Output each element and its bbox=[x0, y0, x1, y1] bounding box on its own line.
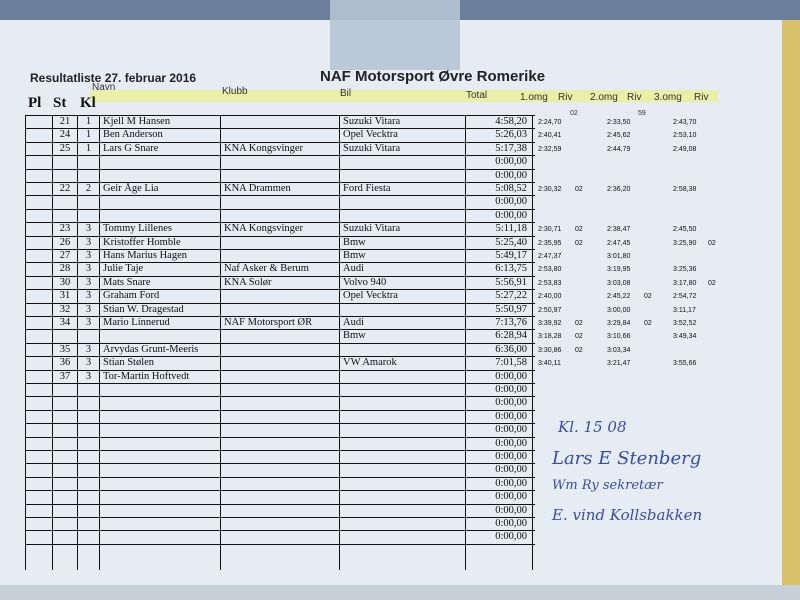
cell-kl: 1 bbox=[85, 142, 92, 154]
cell-kl: 3 bbox=[85, 250, 92, 261]
cell-total: 5:50,97 bbox=[495, 303, 527, 315]
cell-klubb: KNA Kongsvinger bbox=[224, 223, 304, 235]
split-o2: 3:03,34 bbox=[607, 346, 631, 354]
header-riv3: Riv bbox=[694, 92, 709, 103]
split-o1: 3:30,86 bbox=[538, 346, 562, 354]
cell-kl: 3 bbox=[85, 263, 92, 275]
split-o3: 3:49,34 bbox=[673, 333, 697, 341]
split-r1: 02 bbox=[575, 333, 583, 341]
split-row bbox=[530, 374, 780, 387]
split-o3: 2:53,10 bbox=[673, 132, 697, 140]
table-row bbox=[25, 290, 535, 303]
split-row bbox=[530, 400, 780, 413]
cell-bil: Suzuki Vitara bbox=[343, 142, 401, 154]
split-o1: 2:53,83 bbox=[538, 279, 562, 287]
split-o3: 2:43,70 bbox=[673, 119, 697, 126]
cell-bil: VW Amarok bbox=[343, 357, 397, 369]
split-row bbox=[530, 280, 780, 293]
cell-name: Stian W. Dragestad bbox=[103, 303, 184, 315]
cell-name: Hans Marius Hagen bbox=[103, 250, 187, 261]
handwritten-name: E. vind Kollsbakken bbox=[552, 506, 703, 524]
cell-st: 23 bbox=[59, 223, 71, 235]
split-row bbox=[530, 186, 780, 199]
split-o3: 2:49,08 bbox=[673, 145, 697, 153]
cell-klubb: KNA Kongsvinger bbox=[224, 142, 304, 154]
cell-st: 26 bbox=[59, 236, 71, 248]
cell-bil: Ford Fiesta bbox=[343, 183, 391, 194]
table-row bbox=[25, 371, 535, 384]
cell-st: 37 bbox=[59, 370, 71, 382]
tape-strip bbox=[330, 0, 460, 70]
cell-st: 30 bbox=[59, 276, 71, 288]
table-row bbox=[25, 263, 535, 276]
cell-st: 22 bbox=[59, 183, 71, 194]
split-o2: 2:44,79 bbox=[607, 145, 631, 153]
split-o2: 3:10,66 bbox=[607, 333, 631, 341]
cell-total: 0:00,00 bbox=[495, 209, 527, 221]
split-row bbox=[530, 293, 780, 306]
split-o2: 3:21,47 bbox=[607, 360, 631, 368]
cell-total: 0:00,00 bbox=[495, 410, 527, 422]
table-row bbox=[25, 357, 535, 370]
split-r3: 02 bbox=[708, 279, 716, 287]
split-o1: 2:30,71 bbox=[538, 226, 562, 234]
header-navn: Navn bbox=[92, 82, 116, 93]
split-o1: 2:24,70 bbox=[538, 119, 562, 126]
split-row bbox=[530, 360, 780, 373]
cell-bil: Suzuki Vitara bbox=[343, 223, 401, 235]
cell-total: 0:00,00 bbox=[495, 196, 527, 208]
cell-name: Geir Åge Lia bbox=[103, 183, 159, 194]
header-riv1: Riv bbox=[558, 92, 573, 103]
split-row bbox=[530, 132, 780, 145]
table-row bbox=[25, 196, 535, 209]
split-o3: 3:11,17 bbox=[673, 306, 696, 314]
cell-name: Graham Ford bbox=[103, 290, 160, 302]
cell-name: Kristoffer Homble bbox=[103, 236, 181, 248]
cell-bil: Volvo 940 bbox=[343, 276, 387, 288]
table-row bbox=[25, 170, 535, 183]
split-o1: 2:30,32 bbox=[538, 186, 562, 193]
split-row bbox=[530, 534, 780, 547]
cell-bil: Bmw bbox=[343, 330, 366, 342]
table-row bbox=[25, 116, 535, 129]
cell-kl: 3 bbox=[85, 223, 92, 235]
cell-st: 24 bbox=[59, 129, 71, 141]
cell-kl: 3 bbox=[85, 357, 92, 369]
split-row bbox=[530, 347, 780, 360]
table-row bbox=[25, 237, 535, 250]
cell-total: 0:00,00 bbox=[495, 504, 527, 516]
cell-st: 32 bbox=[59, 303, 71, 315]
table-row bbox=[25, 344, 535, 357]
cell-total: 0:00,00 bbox=[495, 451, 527, 462]
table-row bbox=[25, 491, 535, 504]
split-o1: 3:18,28 bbox=[538, 333, 562, 341]
cell-total: 0:00,00 bbox=[495, 156, 527, 168]
pre-riv-1: 02 bbox=[570, 110, 578, 117]
split-o2: 2:36,20 bbox=[607, 186, 631, 193]
split-row bbox=[530, 387, 780, 400]
cell-st: 35 bbox=[59, 343, 71, 355]
split-o3: 3:25,36 bbox=[673, 266, 697, 274]
split-o1: 2:47,37 bbox=[538, 253, 562, 260]
table-row bbox=[25, 210, 535, 223]
cell-name: Arvydas Grunt-Meeris bbox=[103, 343, 199, 355]
cell-total: 0:00,00 bbox=[495, 424, 527, 436]
cell-total: 0:00,00 bbox=[495, 437, 527, 449]
cell-total: 4:58,20 bbox=[495, 116, 527, 127]
table-row bbox=[25, 424, 535, 437]
cell-st: 21 bbox=[59, 116, 71, 127]
table-row bbox=[25, 438, 535, 451]
cell-total: 5:26,03 bbox=[495, 129, 527, 141]
split-o2: 2:33,50 bbox=[607, 119, 631, 126]
split-o2: 3:29,84 bbox=[607, 320, 631, 327]
cell-bil: Audi bbox=[343, 317, 364, 328]
cell-kl: 3 bbox=[85, 370, 92, 382]
split-o3: 2:45,50 bbox=[673, 226, 697, 234]
split-row bbox=[530, 159, 780, 172]
header-omg2: 2.omg bbox=[590, 92, 618, 103]
split-o1: 2:50,97 bbox=[538, 306, 562, 314]
cell-klubb: Naf Asker & Berum bbox=[224, 263, 309, 275]
split-r2: 02 bbox=[644, 293, 652, 301]
board-edge bbox=[782, 20, 800, 600]
header-bar bbox=[90, 90, 718, 102]
cell-name: Tommy Lillenes bbox=[103, 223, 172, 235]
split-o1: 2:53,80 bbox=[538, 266, 562, 274]
table-row bbox=[25, 478, 535, 491]
split-r2: 02 bbox=[644, 320, 652, 327]
split-o1: 2:40,00 bbox=[538, 293, 562, 301]
split-row bbox=[530, 266, 780, 279]
cell-kl: 3 bbox=[85, 343, 92, 355]
cell-st: 27 bbox=[59, 250, 71, 261]
header-omg1: 1.omg bbox=[520, 92, 548, 103]
cell-total: 5:11,18 bbox=[495, 223, 527, 235]
cell-name: Mario Linnerud bbox=[103, 317, 170, 328]
cell-bil: Suzuki Vitara bbox=[343, 116, 401, 127]
cell-total: 0:00,00 bbox=[495, 384, 527, 395]
split-r1: 02 bbox=[575, 186, 583, 193]
split-row bbox=[530, 173, 780, 186]
cell-total: 0:00,00 bbox=[495, 169, 527, 181]
cell-name: Julie Taje bbox=[103, 263, 144, 275]
table-row bbox=[25, 277, 535, 290]
table-row bbox=[25, 250, 535, 263]
results-title: Resultatliste 27. februar 2016 bbox=[30, 71, 197, 85]
table-row bbox=[25, 183, 535, 196]
table-row bbox=[25, 397, 535, 410]
split-row bbox=[530, 307, 780, 320]
split-o1: 2:32,59 bbox=[538, 145, 562, 153]
cell-klubb: KNA Drammen bbox=[224, 183, 291, 194]
split-row bbox=[530, 240, 780, 253]
cell-total: 5:27,22 bbox=[495, 290, 527, 302]
split-row bbox=[530, 253, 780, 266]
split-o2: 3:00,00 bbox=[607, 306, 631, 314]
table-row bbox=[25, 464, 535, 477]
split-row bbox=[530, 146, 780, 159]
cell-total: 6:36,00 bbox=[495, 343, 527, 355]
cell-name: Mats Snare bbox=[103, 276, 151, 288]
split-row bbox=[530, 199, 780, 212]
table-row bbox=[25, 518, 535, 531]
split-row bbox=[530, 213, 780, 226]
header-total: Total bbox=[466, 90, 488, 101]
split-o3: 3:17,80 bbox=[673, 279, 697, 287]
split-o3: 2:54,72 bbox=[673, 293, 697, 301]
table-row bbox=[25, 505, 535, 518]
split-o3: 2:58,38 bbox=[673, 186, 697, 193]
table-row bbox=[25, 317, 535, 330]
cell-kl: 3 bbox=[85, 317, 92, 328]
split-o1: 3:40,11 bbox=[538, 360, 561, 368]
split-o1: 2:35,95 bbox=[538, 239, 562, 247]
split-o3: 3:52,52 bbox=[673, 320, 697, 327]
cell-total: 5:17,38 bbox=[495, 142, 527, 154]
cell-total: 0:00,00 bbox=[495, 477, 527, 489]
cell-kl: 1 bbox=[85, 116, 92, 127]
split-o2: 2:45,62 bbox=[607, 132, 631, 140]
cell-st: 25 bbox=[59, 142, 71, 154]
split-row bbox=[530, 320, 780, 333]
cell-bil: Bmw bbox=[343, 236, 366, 248]
split-o2: 2:45,22 bbox=[607, 293, 631, 301]
table-row bbox=[25, 156, 535, 169]
results-table bbox=[25, 115, 535, 575]
split-o1: 3:39,92 bbox=[538, 320, 562, 327]
table-row bbox=[25, 531, 535, 544]
split-row bbox=[530, 119, 780, 132]
cell-kl: 2 bbox=[85, 183, 92, 194]
cell-total: 6:28,94 bbox=[495, 330, 527, 342]
cell-kl: 3 bbox=[85, 290, 92, 302]
cell-bil: Opel Vecktra bbox=[343, 129, 398, 141]
cell-total: 5:49,17 bbox=[495, 250, 527, 261]
header-riv2: Riv bbox=[627, 92, 642, 103]
split-o3: 3:25,90 bbox=[673, 239, 697, 247]
cell-name: Stian Stølen bbox=[103, 357, 155, 369]
table-row bbox=[25, 451, 535, 464]
cell-total: 5:08,52 bbox=[495, 183, 527, 194]
cell-total: 7:01,58 bbox=[495, 357, 527, 369]
cell-total: 7:13,76 bbox=[495, 317, 527, 328]
header-pl: Pl bbox=[28, 95, 42, 111]
split-o1: 2:40,41 bbox=[538, 132, 562, 140]
split-r1: 02 bbox=[575, 346, 583, 354]
cell-name: Lars G Snare bbox=[103, 142, 159, 154]
split-o2: 2:47,45 bbox=[607, 239, 631, 247]
table-row bbox=[25, 330, 535, 343]
handwritten-time: Kl. 15 08 bbox=[558, 418, 627, 436]
cell-klubb: NAF Motorsport ØR bbox=[224, 317, 313, 328]
cell-total: 0:00,00 bbox=[495, 370, 527, 382]
cell-klubb: KNA Solør bbox=[224, 276, 272, 288]
cell-total: 0:00,00 bbox=[495, 491, 527, 503]
pre-riv-2: 59 bbox=[638, 110, 646, 117]
table-row bbox=[25, 411, 535, 424]
header-kl: Kl bbox=[80, 95, 96, 111]
cell-kl: 3 bbox=[85, 236, 92, 248]
cell-kl: 1 bbox=[85, 129, 92, 141]
table-row bbox=[25, 384, 535, 397]
split-o2: 3:03,08 bbox=[607, 279, 631, 287]
cell-total: 5:25,40 bbox=[495, 236, 527, 248]
cell-total: 0:00,00 bbox=[495, 531, 527, 543]
table-row bbox=[25, 143, 535, 156]
handwritten-signature: Lars E Stenberg bbox=[552, 448, 702, 469]
split-row bbox=[530, 226, 780, 239]
cell-name: Ben Anderson bbox=[103, 129, 163, 141]
cell-kl: 3 bbox=[85, 276, 92, 288]
cell-bil: Opel Vecktra bbox=[343, 290, 398, 302]
header-st: St bbox=[53, 95, 67, 111]
cell-total: 6:13,75 bbox=[495, 263, 527, 275]
split-o2: 3:01,80 bbox=[607, 253, 631, 260]
cell-total: 0:00,00 bbox=[495, 464, 527, 476]
split-r1: 02 bbox=[575, 320, 583, 327]
cell-bil: Bmw bbox=[343, 250, 366, 261]
cell-st: 31 bbox=[59, 290, 71, 302]
split-r1: 02 bbox=[575, 239, 583, 247]
cell-total: 0:00,00 bbox=[495, 397, 527, 409]
header-bil: Bil bbox=[340, 88, 352, 99]
table-row bbox=[25, 129, 535, 142]
table-row bbox=[25, 304, 535, 317]
cell-bil: Audi bbox=[343, 263, 364, 275]
splits-area bbox=[530, 115, 780, 375]
header-omg3: 3.omg bbox=[654, 92, 682, 103]
split-o2: 3:19,95 bbox=[607, 266, 631, 274]
split-o3: 3:55,66 bbox=[673, 360, 697, 368]
cell-st: 34 bbox=[59, 317, 71, 328]
cell-total: 0:00,00 bbox=[495, 518, 527, 529]
table-row bbox=[25, 223, 535, 236]
handwritten-role: Wm Ry sekretær bbox=[552, 478, 663, 493]
cell-st: 36 bbox=[59, 357, 71, 369]
split-row bbox=[530, 333, 780, 346]
split-r3: 02 bbox=[708, 239, 716, 247]
club-title: NAF Motorsport Øvre Romerike bbox=[320, 68, 546, 85]
sheet-bottom-edge bbox=[0, 585, 800, 600]
cell-st: 28 bbox=[59, 263, 71, 275]
header-klubb: Klubb bbox=[222, 86, 248, 97]
split-r1: 02 bbox=[575, 226, 583, 234]
cell-name: Tor-Martin Hoftvedt bbox=[103, 370, 190, 382]
cell-kl: 3 bbox=[85, 303, 92, 315]
cell-name: Kjell M Hansen bbox=[103, 116, 171, 127]
cell-total: 5:56,91 bbox=[495, 276, 527, 288]
split-o2: 2:38,47 bbox=[607, 226, 631, 234]
